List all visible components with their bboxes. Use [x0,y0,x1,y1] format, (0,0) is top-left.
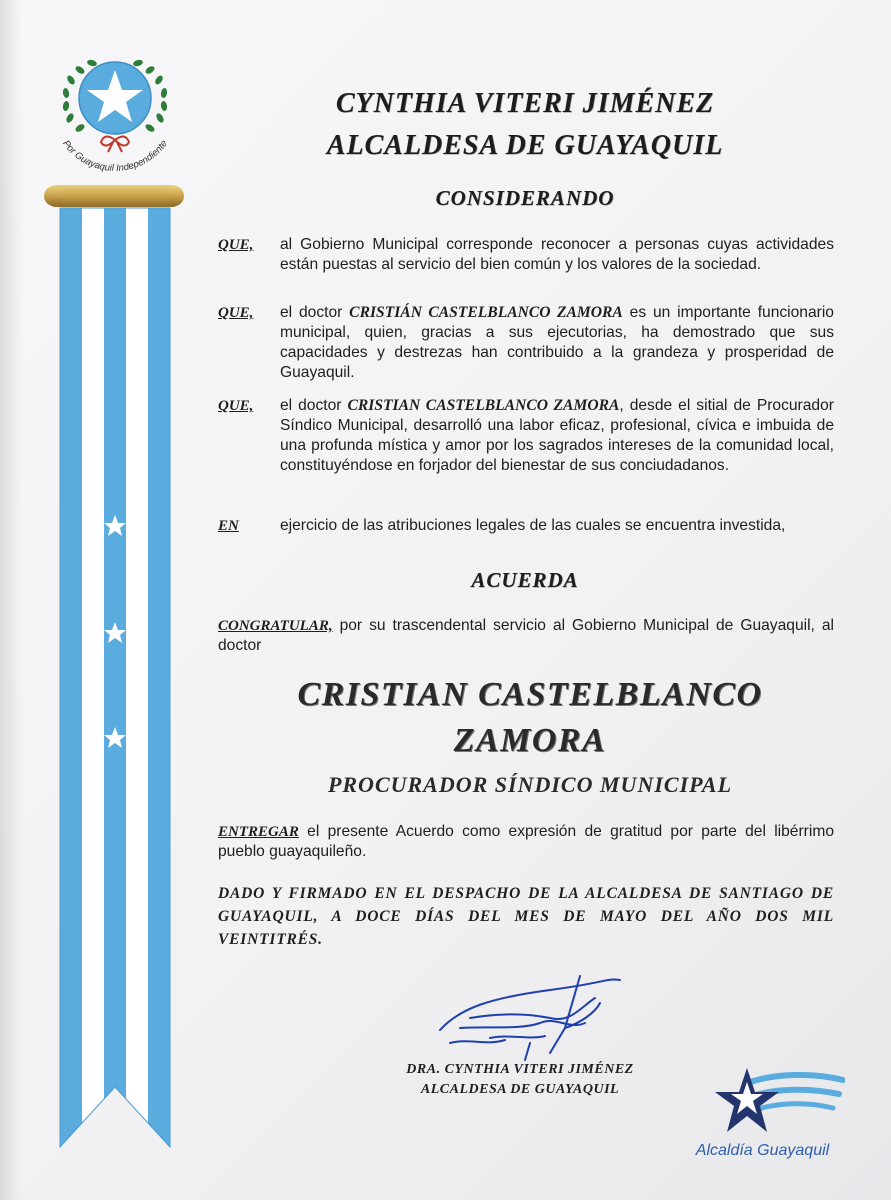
clause-keyword: QUE, [218,398,254,414]
entregar-paragraph [218,822,834,862]
honoree-name-line1: CRISTIAN CASTELBLANCO [297,676,763,713]
alcaldia-star-logo-icon [715,1062,845,1142]
clause-keyword: QUE, [218,305,254,321]
clause-text: el doctor CRISTIAN CASTELBLANCO ZAMORA, desde el sitial de Procurador Síndico Municipal, desarrolló una labor eficaz, profesional, cívica e imbuida de una profunda mística y amor por los sagrados intereses de la comunidad local, constituyéndose en forjador del bienestar de sus conciudadanos. [280,397,834,474]
clause-4 [218,516,834,536]
clause-1 [218,235,834,275]
ecuador-guayaquil-flag-ribbon-icon [44,182,184,1152]
entregar-lead: ENTREGAR [218,824,299,840]
considerando-heading: CONSIDERANDO [435,186,615,210]
clause-text: al Gobierno Municipal corresponde reconocer a personas cuyas actividades están puestas al servicio del bien común y los valores de la sociedad. [280,236,834,273]
congratular-text: por su trascendental servicio al Gobierno Municipal de Guayaquil, al doctor [218,617,834,654]
clause-keyword: EN [218,518,239,534]
dado-y-firmado-paragraph: DADO Y FIRMADO EN EL DESPACHO DE LA ALCALDESA DE SANTIAGO DE GUAYAQUIL, A DOCE DÍAS DEL MES DE MAYO DEL AÑO DOS MIL VEINTITRÉS. [218,885,834,948]
svg-text:Por Guayaquil Independiente: Por Guayaquil Independiente [60,138,170,175]
alcaldia-logo-text: Alcaldía Guayaquil [695,1142,830,1159]
clause-2 [218,303,834,383]
clause-keyword: QUE, [218,237,254,253]
mayor-name: CYNTHIA VITERI JIMÉNEZ [335,88,715,119]
clause-3 [218,396,834,476]
entregar-text: el presente Acuerdo como expresión de gratitud por parte del libérrimo pueblo guayaquileño. [218,823,834,860]
acuerda-heading: ACUERDA [471,568,579,592]
page-edge-shadow [0,0,22,1200]
mayor-title: ALCALDESA DE GUAYAQUIL [326,130,724,161]
star-seal-icon [40,48,190,178]
honoree-name-line2: ZAMORA [453,722,607,759]
honoree-position: PROCURADOR SÍNDICO MUNICIPAL [327,772,733,797]
clause-text: ejercicio de las atribuciones legales de las cuales se encuentra investida, [280,517,786,534]
congratular-paragraph [218,616,834,656]
clause-text: el doctor CRISTIÁN CASTELBLANCO ZAMORA es un importante funcionario municipal, quien, gracias a sus ejecutorias, ha demostrado que sus capacidades y destrezas han contribuido a la grandeza y prosperidad de Guayaquil. [280,304,834,381]
congratular-lead: CONGRATULAR, [218,618,333,634]
signer-name: DRA. CYNTHIA VITERI JIMÉNEZ [406,1062,634,1077]
handwritten-signature [430,968,630,1068]
signer-title: ALCALDESA DE GUAYAQUIL [420,1082,620,1097]
